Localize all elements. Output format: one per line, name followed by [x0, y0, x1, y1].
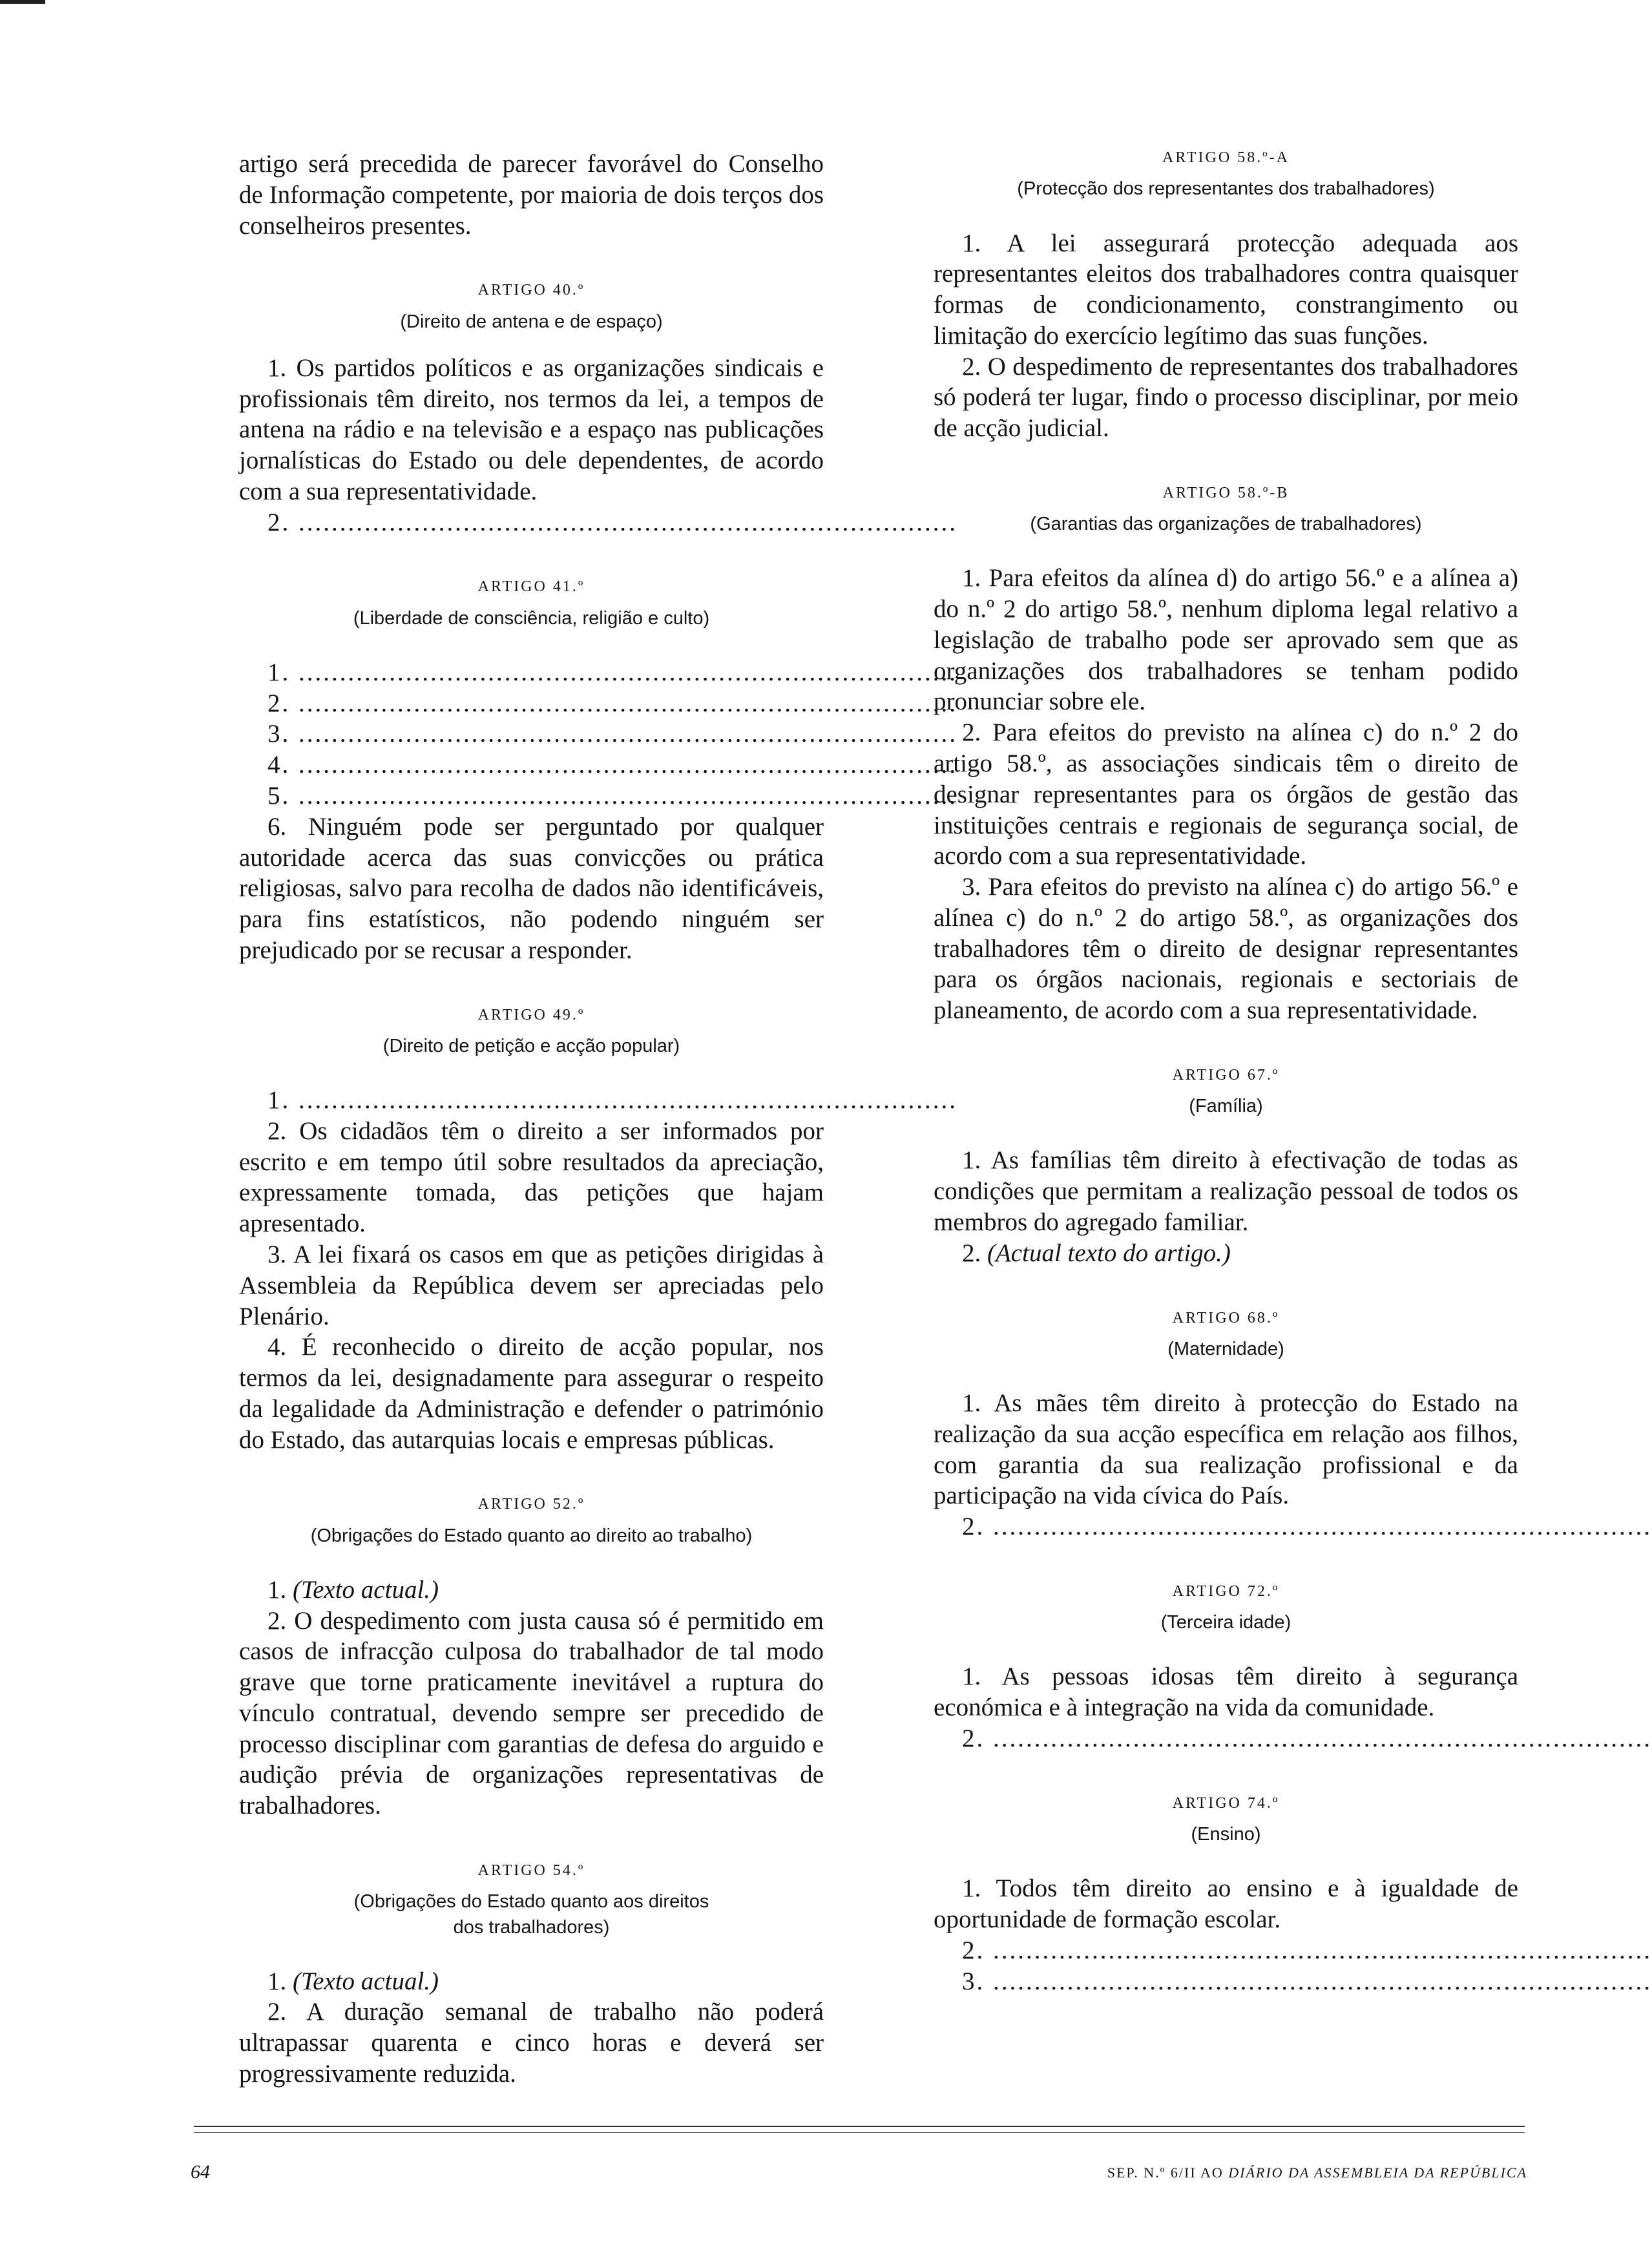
paragraph: 2. Para efeitos do previsto na alínea c) do n.º 2 do artigo 58.º, as associações sindicais têm o direito de designar representantes para os órgãos de gestão das instituições centrais e regionais de segurança social, de acordo com a sua representatividade.: [934, 718, 1518, 870]
italic-note: (Actual texto do artigo.): [987, 1239, 1231, 1267]
article-number: ARTIGO 49.º: [477, 1006, 585, 1023]
footer-rule: [194, 2132, 1525, 2133]
article-title: [239, 1889, 824, 1940]
article-number: ARTIGO 72.º: [1172, 1582, 1280, 1600]
paragraph: 1. A lei assegurará protecção adequada aos representantes eleitos dos trabalhadores contra quaisquer formas de condicionamento, constrangimento ou limitação do exercício legítimo das suas funções.: [934, 229, 1518, 350]
article-title: (Família): [1189, 1096, 1263, 1117]
paragraph: 1. As mães têm direito à protecção do Estado na realização da sua acção específica em relação aos filhos, com garantia da sua realização profissional e da participação na vida cívica do País.: [934, 1389, 1518, 1510]
omitted-paragraph: 2. ................................................................................: [962, 1936, 1652, 1964]
omitted-paragraph: 2. ................................................................................: [962, 1513, 1652, 1541]
left-column: [239, 149, 957, 2090]
footer-rule: [194, 2126, 1525, 2127]
article-40: [239, 281, 957, 538]
paragraph: 1. (Texto actual.): [267, 1575, 439, 1604]
italic-note: (Texto actual.): [293, 1967, 439, 1995]
article-number: ARTIGO 68.º: [1172, 1309, 1280, 1326]
article-title: (Ensino): [1191, 1824, 1261, 1845]
article-number: ARTIGO 58.º-B: [1162, 484, 1290, 501]
paragraph: 1. (Texto actual.): [267, 1967, 439, 1995]
paragraph: 1. Todos têm direito ao ensino e à igualdade de oportunidade de formação escolar.: [934, 1874, 1518, 1933]
article-title: (Direito de petição e acção popular): [382, 1036, 680, 1056]
omitted-paragraph: 3. ................................................................................: [267, 720, 957, 748]
paragraph: 2. Os cidadãos têm o direito a ser informados por escrito e em tempo útil sobre resultados da apreciação, expressamente tomada, das petições que hajam apresentado.: [239, 1116, 824, 1238]
article-41: [239, 578, 957, 965]
paragraph: 2. A duração semanal de trabalho não poderá ultrapassar quarenta e cinco horas e deverá ser progressivamente reduzida.: [239, 1998, 824, 2088]
omitted-paragraph: 4. ................................................................................: [267, 751, 957, 779]
article-49: [239, 1006, 957, 1456]
article-number: ARTIGO 58.º-A: [1162, 149, 1290, 166]
article-title: (Terceira idade): [1160, 1612, 1291, 1633]
paragraph: 1. Os partidos políticos e as organizações sindicais e profissionais têm direito, nos termos da lei, a tempos de antena na rádio e na televisão e a espaço nas publicações jornalísticas do Estado ou dele dependentes, de acordo com a sua representatividade.: [239, 353, 824, 505]
omitted-paragraph: 2. ................................................................................: [962, 1724, 1652, 1752]
article-number: ARTIGO 52.º: [477, 1496, 585, 1513]
paragraph: 2. O despedimento com justa causa só é permitido em casos de infracção culposa do trabalhador de tal modo grave que torne praticamente inevitável a ruptura do vínculo contratual, devendo sempre ser precedido de processo disciplinar com garantias de defesa do arguido e audição prévia de organizações representativas de trabalhadores.: [239, 1606, 824, 1820]
right-column: [934, 149, 1652, 1997]
article-title-line: dos trabalhadores): [453, 1916, 610, 1938]
scan-corner-mark: [0, 0, 45, 4]
article-number: ARTIGO 74.º: [1172, 1794, 1280, 1812]
omitted-paragraph: 1. ................................................................................: [267, 1086, 957, 1115]
italic-note: (Texto actual.): [293, 1575, 439, 1604]
article-title: (Maternidade): [1167, 1338, 1284, 1359]
article-58a: [934, 149, 1518, 444]
omitted-paragraph: 2. ................................................................................: [267, 508, 957, 536]
paragraph: 1. As famílias têm direito à efectivação de todas as condições que permitam a realização pessoal de todos os membros do agregado familiar.: [934, 1146, 1518, 1236]
article-title: (Protecção dos representantes dos trabalhadores): [1017, 178, 1435, 200]
article-number: ARTIGO 54.º: [477, 1861, 585, 1879]
continuation-paragraph: artigo será precedida de parecer favorável do Conselho de Informação competente, por maioria de dois terços dos conselheiros presentes.: [239, 150, 824, 240]
paragraph: 3. A lei fixará os casos em que as petições dirigidas à Assembleia da República devem ser apreciadas pelo Plenário.: [239, 1240, 824, 1330]
article-74: [934, 1794, 1652, 1997]
omitted-paragraph: 5. ................................................................................: [267, 782, 957, 810]
paragraph: 1. Para efeitos da alínea d) do artigo 56.º e a alínea a) do n.º 2 do artigo 58.º, nenhum diploma legal relativo a legislação de trabalho pode ser aprovado sem que as organizações dos trabalhadores se tenham podido pronunciar sobre ele.: [934, 564, 1518, 716]
article-title: (Direito de antena e de espaço): [400, 311, 663, 332]
article-title: (Garantias das organizações de trabalhadores): [1030, 514, 1422, 535]
article-number: ARTIGO 67.º: [1172, 1066, 1280, 1084]
omitted-paragraph: 2. ................................................................................: [267, 689, 957, 717]
omitted-paragraph: 1. ................................................................................: [267, 658, 957, 686]
paragraph: 3. Para efeitos do previsto na alínea c) do artigo 56.º e alínea c) do n.º 2 do artigo 58.º, as organizações dos trabalhadores têm o direito de designar representantes para os órgãos nacionais, regionais e sectoriais de planeamento, de acordo com a sua representatividade.: [934, 873, 1518, 1025]
article-number: ARTIGO 41.º: [477, 578, 585, 596]
article-54: [239, 1861, 824, 2090]
article-67: [934, 1066, 1518, 1269]
omitted-paragraph: 3. ................................................................................: [962, 1967, 1652, 1995]
article-title-line: (Obrigações do Estado quanto aos direitos: [353, 1891, 709, 1913]
paragraph: 2. (Actual texto do artigo.): [962, 1239, 1231, 1267]
paragraph: 4. É reconhecido o direito de acção popular, nos termos da lei, designadamente para assegurar o respeito da legalidade da Administração e defender o património do Estado, das autarquias locais e empresas públicas.: [239, 1333, 824, 1454]
article-72: [934, 1582, 1652, 1754]
running-footer: SEP. N.º 6/II AO DIÁRIO DA ASSEMBLEIA DA REPÚBLICA: [1107, 2164, 1527, 2181]
paragraph: 1. As pessoas idosas têm direito à segurança económica e à integração na vida da comunidade.: [934, 1662, 1518, 1722]
article-58b: [934, 484, 1518, 1026]
paragraph: 2. O despedimento de representantes dos trabalhadores só poderá ter lugar, findo o processo disciplinar, por meio de acção judicial.: [934, 352, 1518, 443]
article-52: [239, 1495, 824, 1821]
paragraph: 6. Ninguém pode ser perguntado por qualquer autoridade acerca das suas convicções ou prática religiosas, salvo para recolha de dados não identificáveis, para fins estatísticos, não podendo ninguém ser prejudicado por se recusar a responder.: [239, 812, 824, 964]
article-number: ARTIGO 40.º: [477, 282, 585, 299]
page-number: 64: [191, 2161, 210, 2183]
article-title: (Liberdade de consciência, religião e culto): [353, 607, 710, 629]
article-title: (Obrigações do Estado quanto ao direito ao trabalho): [310, 1525, 753, 1546]
article-68: [934, 1309, 1652, 1542]
